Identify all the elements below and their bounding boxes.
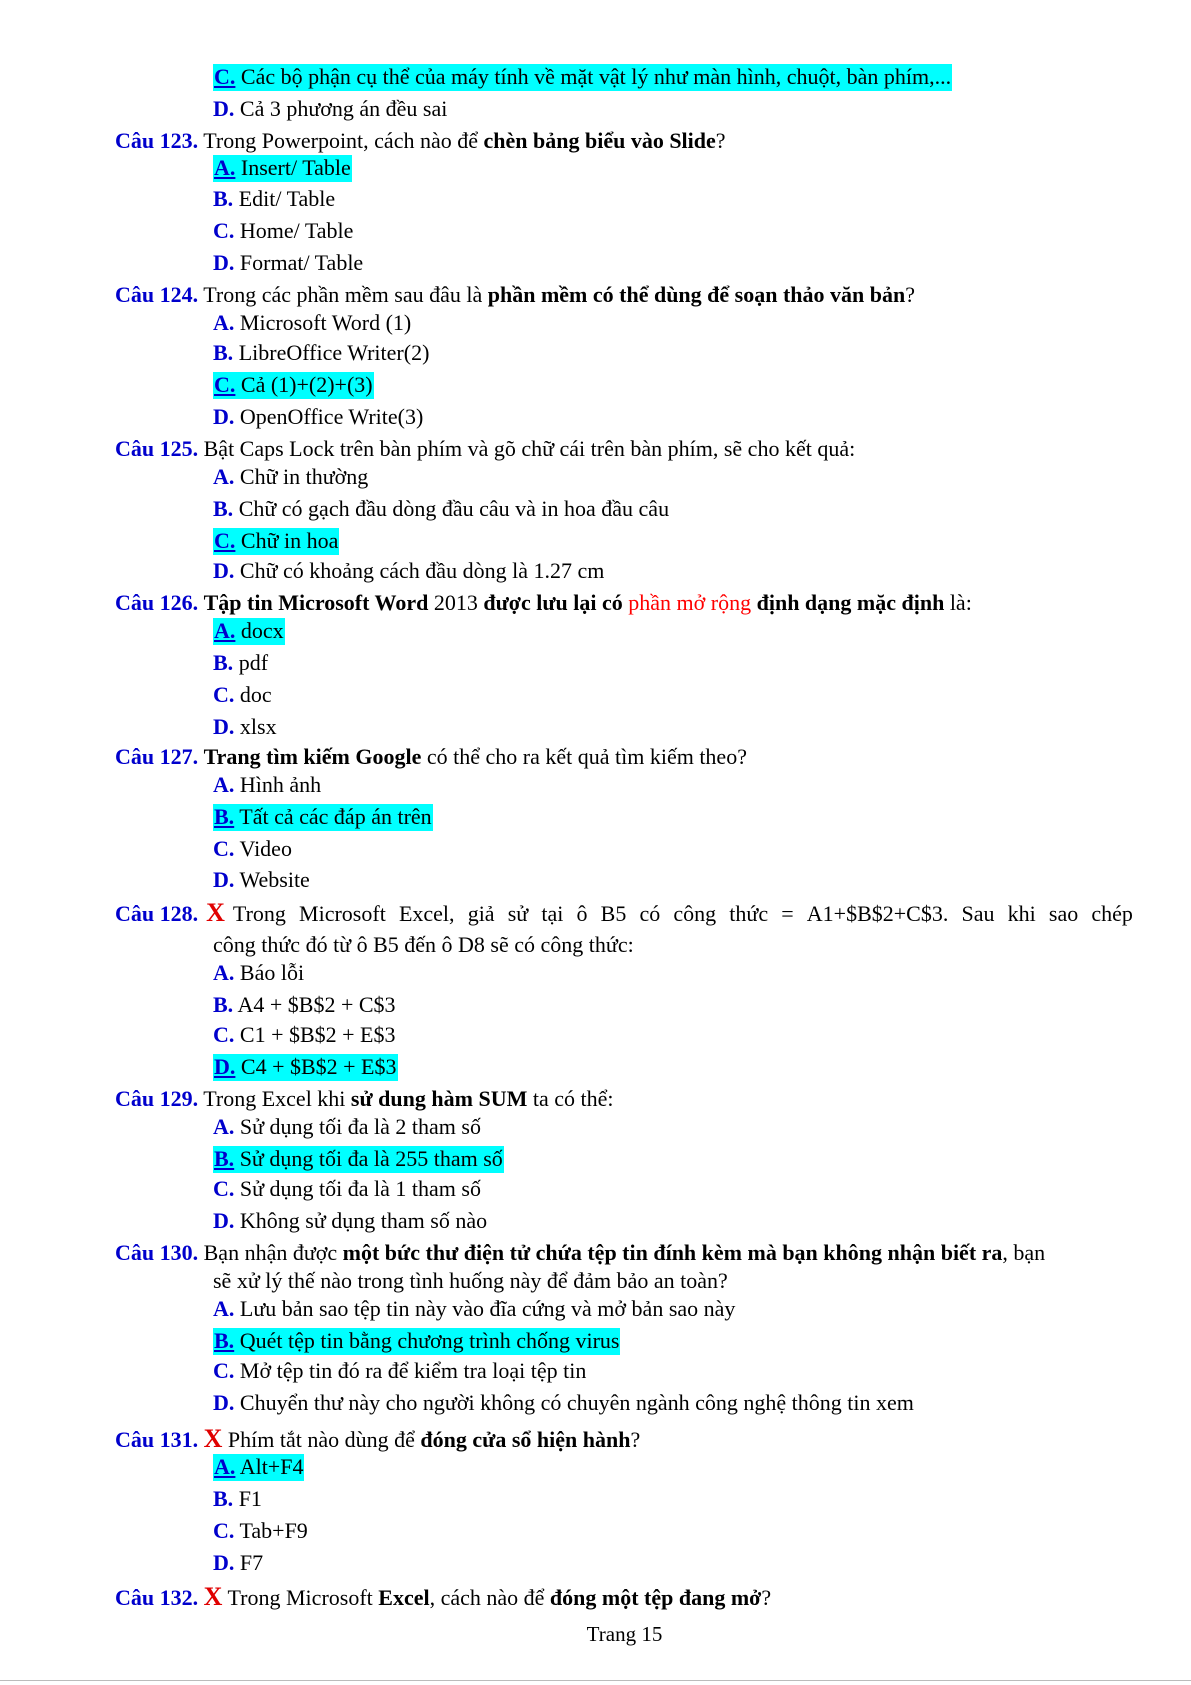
q128-word: Sau (961, 901, 995, 926)
q128-option-a: A. Báo lỗi (213, 960, 305, 985)
q131-option-b: B. F1 (213, 1486, 262, 1511)
q124-option-c: C. Cả (1)+(2)+(3) (214, 372, 373, 397)
x-mark-icon: X (203, 1424, 223, 1453)
bottom-divider (0, 1680, 1191, 1681)
x-mark-icon: X (203, 1582, 223, 1611)
q123-option-a: A. Insert/ Table (214, 155, 351, 180)
q130-option-d: D. Chuyển thư này cho người không có chuyên ngành công nghệ thông tin xem (213, 1390, 914, 1415)
q124-option-d: D. OpenOffice Write(3) (213, 404, 424, 429)
q128-word: thức (729, 901, 769, 926)
q128-word: giả (467, 901, 495, 926)
q128-word: = (781, 901, 794, 926)
q128-word: tại (541, 901, 564, 926)
page-number: Trang 15 (586, 1622, 663, 1646)
question-125: Câu 125. Bật Caps Lock trên bàn phím và gõ chữ cái trên bàn phím, sẽ cho kết quả: (115, 436, 856, 461)
q128-word: A1+$B$2+C$3. (806, 901, 949, 926)
q128-word: B5 (600, 901, 627, 926)
q125-option-c: C. Chữ in hoa (214, 528, 339, 553)
q128-word: khi (1007, 901, 1036, 926)
q131-option-c: C. Tab+F9 (213, 1518, 308, 1543)
q126-option-d: D. xlsx (213, 714, 277, 739)
question-131: Câu 131. X Phím tắt nào dùng để đóng cửa sổ hiện hành? (115, 1424, 641, 1453)
q128-word: Microsoft (299, 901, 386, 926)
q131-option-d: D. F7 (213, 1550, 264, 1575)
question-132: Câu 132. X Trong Microsoft Excel, cách nào để đóng một tệp đang mở? (115, 1582, 772, 1611)
q129-option-c: C. Sử dụng tối đa là 1 tham số (213, 1176, 481, 1201)
q127-option-d: D. Website (213, 867, 310, 892)
q129-option-d: D. Không sử dụng tham số nào (213, 1208, 488, 1233)
q123-option-d: D. Format/ Table (213, 250, 364, 275)
q128-word: Trong (232, 901, 286, 926)
q125-option-d: D. Chữ có khoảng cách đầu dòng là 1.27 cm (213, 558, 605, 583)
question-128-line1 (233, 900, 1133, 928)
q127-option-b: B. Tất cả các đáp án trên (214, 804, 432, 829)
q130-option-b: B. Quét tệp tin bằng chương trình chống virus (214, 1328, 620, 1353)
question-128-line2: công thức đó từ ô B5 đến ô D8 sẽ có công thức: (213, 932, 634, 957)
q129-option-b: B. Sử dụng tối đa là 255 tham số (214, 1146, 503, 1171)
option-c-prev: C. Các bộ phận cụ thể của máy tính về mặt vật lý như màn hình, chuột, bàn phím,... (214, 64, 952, 89)
q128-word: ô (576, 901, 588, 926)
question-126: Câu 126. Tập tin Microsoft Word 2013 được lưu lại có phần mở rộng định dạng mặc định là: (115, 590, 972, 615)
q131-option-a: A. Alt+F4 (214, 1454, 304, 1479)
q128-option-c: C. C1 + $B$2 + E$3 (213, 1022, 396, 1047)
q123-option-c: C. Home/ Table (213, 218, 354, 243)
question-127: Câu 127. Trang tìm kiếm Google có thể cho ra kết quả tìm kiếm theo? (115, 744, 747, 769)
q127-option-a: A. Hình ảnh (213, 772, 322, 797)
question-130-line2: sẽ xử lý thế nào trong tình huống này để đảm bảo an toàn? (213, 1268, 728, 1293)
q128-option-b: B. A4 + $B$2 + C$3 (213, 992, 396, 1017)
q125-option-a: A. Chữ in thường (213, 464, 369, 489)
x-mark-icon: X (206, 898, 225, 927)
q124-option-b: B. LibreOffice Writer(2) (213, 340, 430, 365)
q128-word: sử (507, 901, 529, 926)
q128-word: chép (1091, 901, 1133, 926)
q128-word: sao (1048, 901, 1079, 926)
q125-option-b: B. Chữ có gạch đầu dòng đầu câu và in hoa đầu câu (213, 496, 670, 521)
q130-option-a: A. Lưu bản sao tệp tin này vào đĩa cứng và mở bản sao này (213, 1296, 736, 1321)
q126-option-b: B. pdf (213, 650, 269, 675)
question-129: Câu 129. Trong Excel khi sử dung hàm SUM ta có thể: (115, 1086, 614, 1111)
q129-option-a: A. Sử dụng tối đa là 2 tham số (213, 1114, 481, 1139)
q128-word: công (673, 901, 717, 926)
q126-option-a: A. docx (214, 618, 284, 643)
question-124: Câu 124. Trong các phần mềm sau đâu là phần mềm có thể dùng để soạn thảo văn bản? (115, 282, 915, 307)
option-d-prev: D. Cả 3 phương án đều sai (213, 96, 448, 121)
question-128: Câu 128. X Trong Microsoft Excel, giả sử tại ô B5 có công thức = A1+$B$2+C$3. Sau khi sao chép (115, 898, 1133, 927)
question-123: Câu 123. Trong Powerpoint, cách nào để chèn bảng biểu vào Slide? (115, 128, 726, 153)
q128-word: có (639, 901, 661, 926)
q130-option-c: C. Mở tệp tin đó ra để kiểm tra loại tệp tin (213, 1358, 587, 1383)
q123-option-b: B. Edit/ Table (213, 186, 336, 211)
question-130: Câu 130. Bạn nhận được một bức thư điện tử chứa tệp tin đính kèm mà bạn không nhận biết ra, bạn (115, 1240, 1046, 1265)
q126-option-c: C. doc (213, 682, 272, 707)
q127-option-c: C. Video (213, 836, 292, 861)
q128-word: Excel, (398, 901, 455, 926)
q128-option-d: D. C4 + $B$2 + E$3 (214, 1054, 397, 1079)
q124-option-a: A. Microsoft Word (1) (213, 310, 412, 335)
